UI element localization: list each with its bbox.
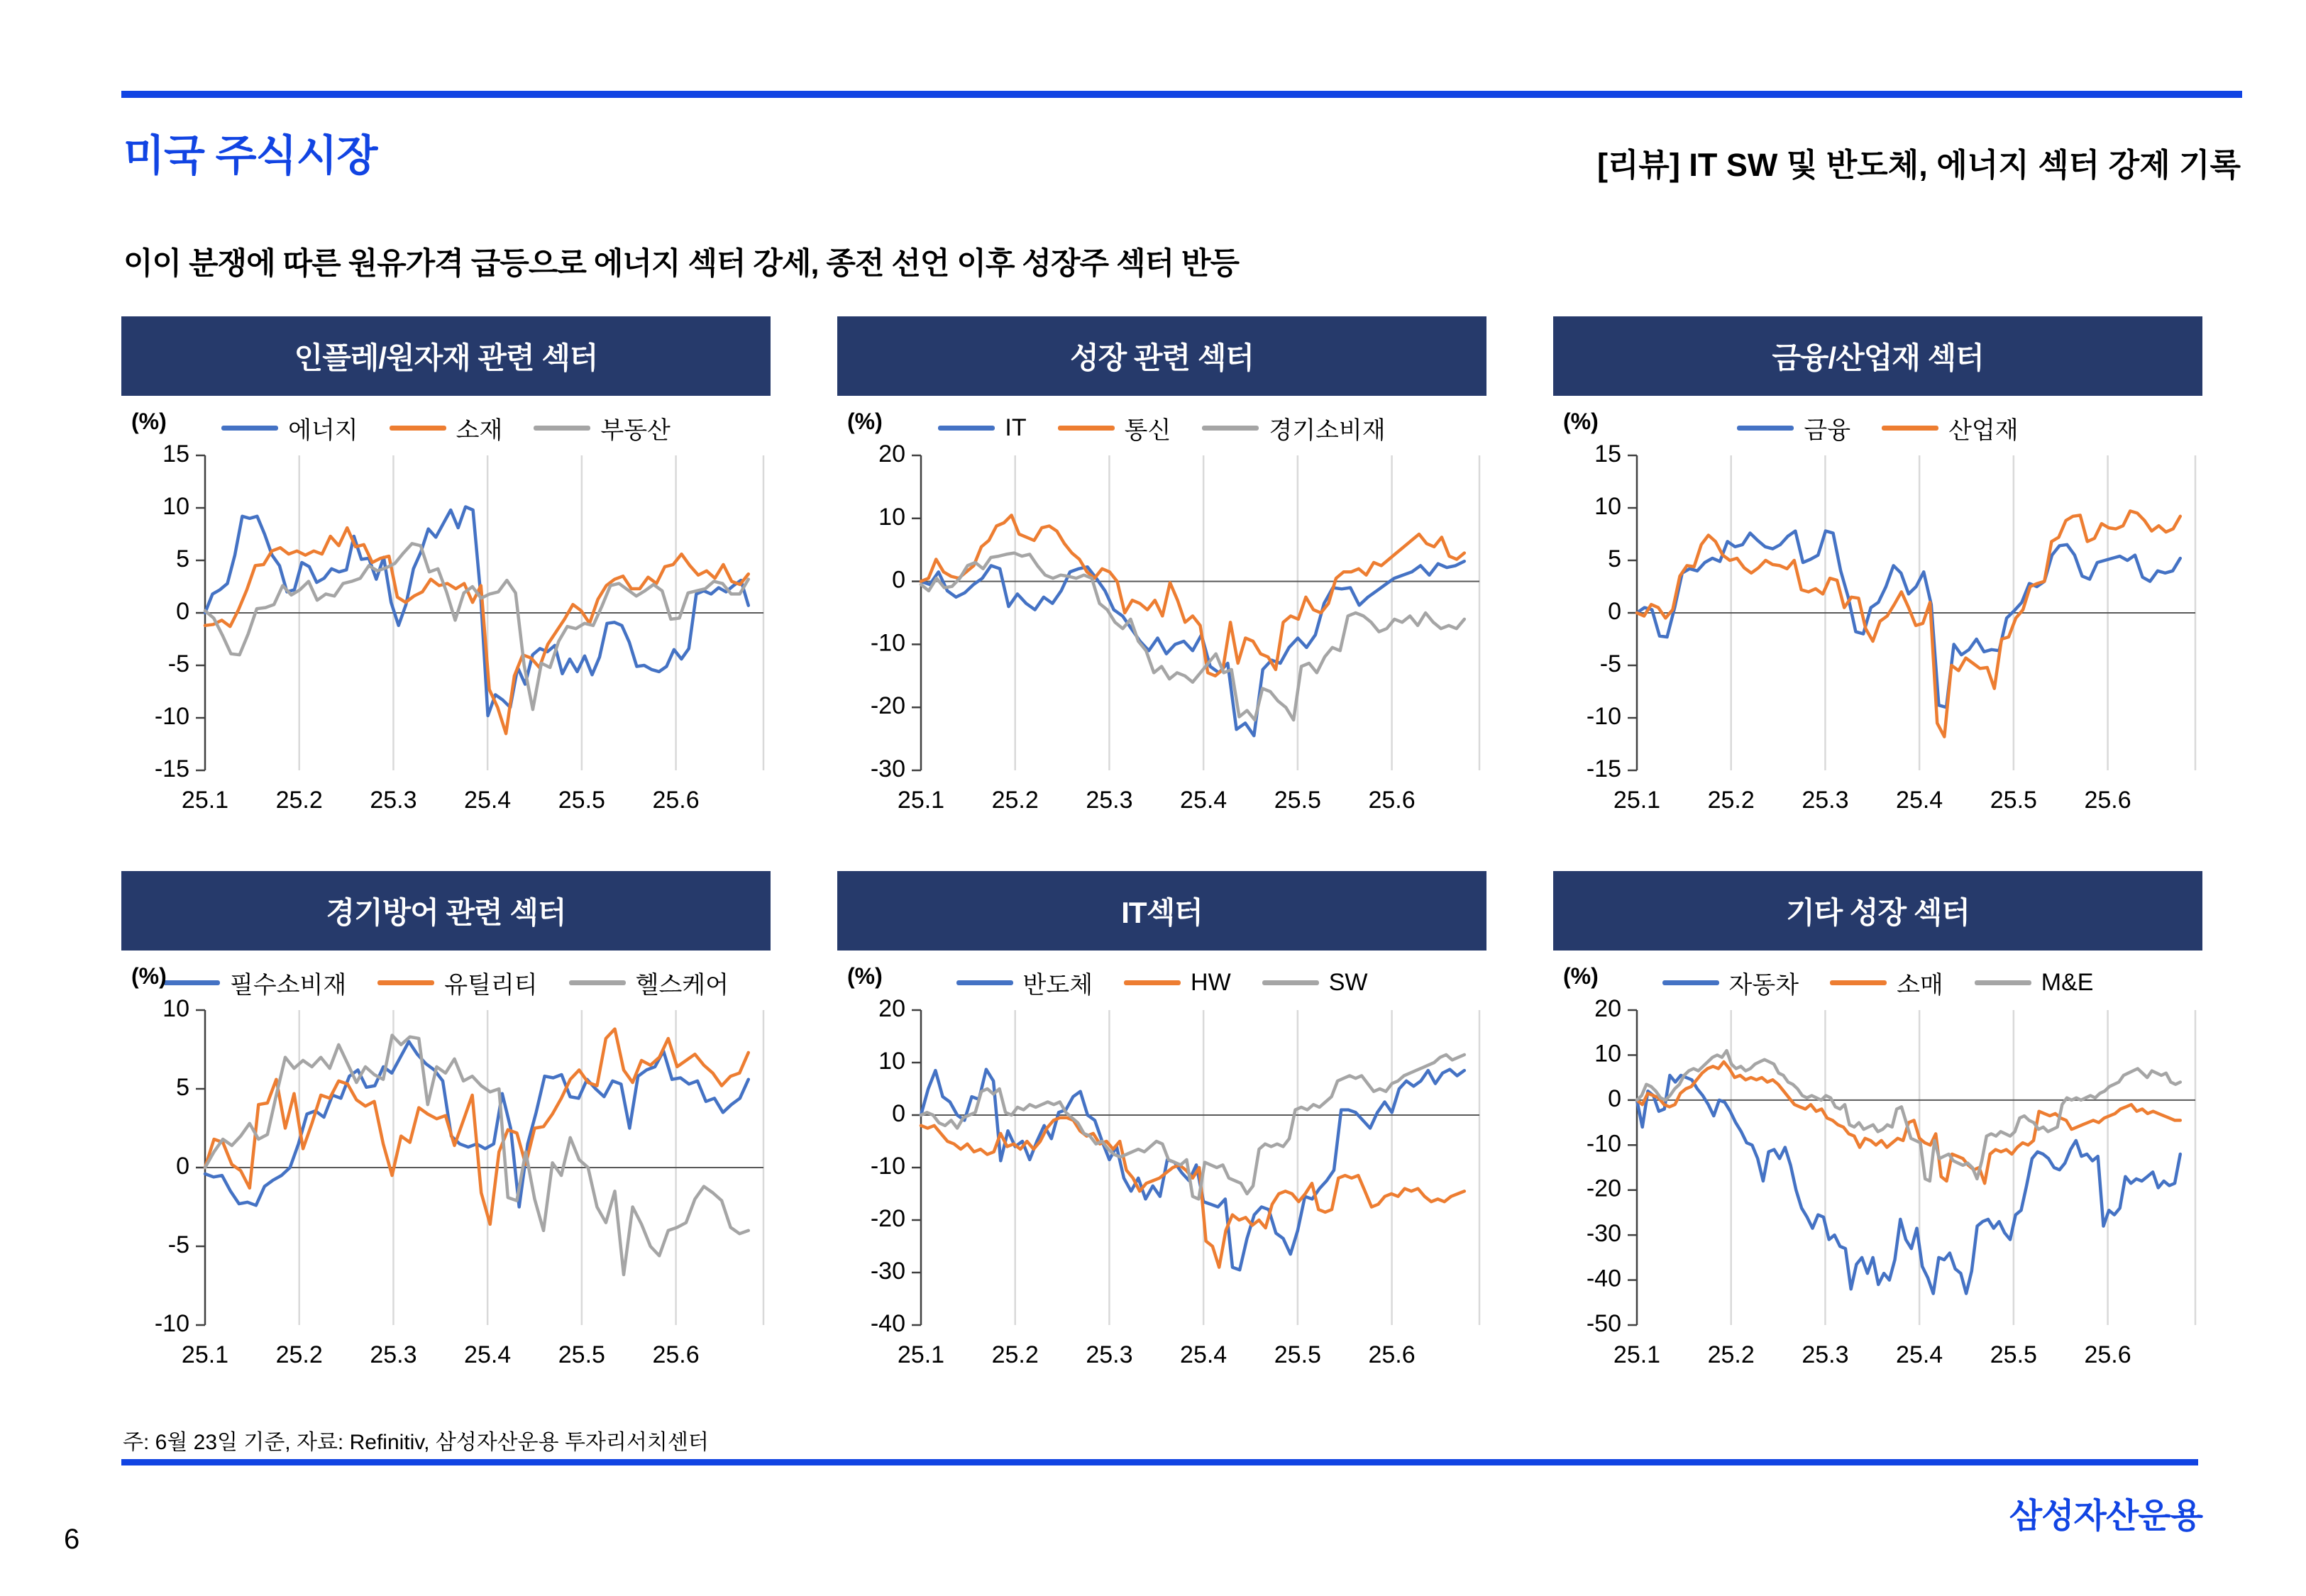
x-tick-label: 25.4 <box>464 787 512 814</box>
y-tick-label: 10 <box>1594 492 1621 520</box>
chart-title-band <box>121 316 771 396</box>
chart-legend <box>1553 406 2202 450</box>
line-chart <box>121 994 771 1385</box>
y-tick-label: 0 <box>892 566 905 594</box>
legend-swatch <box>1124 980 1181 985</box>
top-accent-rule <box>121 91 2242 98</box>
x-tick-label: 25.1 <box>1613 787 1661 814</box>
y-axis-unit-label: (%) <box>1563 409 1599 434</box>
chart-legend <box>837 406 1486 450</box>
series-line <box>1637 511 2180 736</box>
chart-card-4 <box>837 871 1486 1385</box>
y-tick-label: 10 <box>1594 1040 1621 1068</box>
y-tick-label: 0 <box>176 597 189 625</box>
x-tick-label: 25.1 <box>897 787 945 814</box>
y-tick-label: -15 <box>1586 755 1621 782</box>
legend-label: 반도체 <box>1022 971 1093 999</box>
y-axis-unit-label: (%) <box>847 963 883 989</box>
y-axis-unit-label: (%) <box>131 963 167 989</box>
y-tick-label: 10 <box>878 1047 905 1075</box>
chart-title-band <box>1553 871 2202 951</box>
x-tick-label: 25.2 <box>1707 1341 1755 1368</box>
line-chart <box>837 994 1486 1385</box>
x-tick-label: 25.4 <box>1180 1341 1228 1368</box>
y-tick-label: 15 <box>1594 440 1621 467</box>
y-tick-label: -10 <box>870 1152 905 1180</box>
legend-item <box>1262 969 1368 997</box>
legend-item <box>1737 411 1850 445</box>
x-tick-label: 25.5 <box>1274 1341 1321 1368</box>
company-logo: 삼성자산운용 <box>2009 1497 2202 1535</box>
y-tick-label: 5 <box>176 1073 189 1101</box>
chart-legend <box>1553 960 2202 1004</box>
legend-item <box>390 411 503 445</box>
y-axis-unit-label: (%) <box>1563 963 1599 989</box>
chart-title: 기타 성장 섹터 <box>1786 896 1970 929</box>
chart-legend <box>121 960 771 1004</box>
legend-label: 경기소비재 <box>1269 416 1386 444</box>
legend-label: IT <box>1005 414 1027 441</box>
y-tick-label: -30 <box>870 755 905 782</box>
legend-swatch <box>956 980 1013 985</box>
y-tick-label: -20 <box>870 692 905 720</box>
legend-item <box>938 414 1026 442</box>
legend-item <box>1882 411 2019 445</box>
x-tick-label: 25.4 <box>464 1341 512 1368</box>
legend-item <box>377 965 537 1000</box>
x-tick-label: 25.1 <box>181 787 229 814</box>
y-tick-label: -10 <box>154 1309 189 1337</box>
y-tick-label: 0 <box>892 1099 905 1127</box>
x-tick-label: 25.1 <box>897 1341 945 1368</box>
legend-item <box>956 965 1093 1000</box>
y-tick-label: 5 <box>176 545 189 572</box>
legend-item <box>1662 965 1799 1000</box>
y-tick-label: -10 <box>154 702 189 730</box>
chart-title-band <box>837 316 1486 396</box>
x-tick-label: 25.4 <box>1896 1341 1943 1368</box>
chart-card-3 <box>121 871 771 1385</box>
y-tick-label: 0 <box>1608 1085 1621 1112</box>
legend-swatch <box>569 980 626 985</box>
x-tick-label: 25.5 <box>1274 787 1321 814</box>
chart-card-1 <box>837 316 1486 830</box>
x-tick-label: 25.3 <box>370 787 417 814</box>
legend-swatch <box>1830 980 1887 985</box>
legend-swatch <box>1737 426 1794 431</box>
x-tick-label: 25.4 <box>1896 787 1943 814</box>
legend-label: 금융 <box>1804 416 1851 444</box>
chart-card-5 <box>1553 871 2202 1385</box>
slide-subtitle: 이이 분쟁에 따른 원유가격 급등으로 에너지 섹터 강세, 종전 선언 이후 성장주 섹터 반등 <box>123 247 1240 281</box>
legend-label: 유틸리티 <box>444 971 538 999</box>
line-chart <box>1553 440 2202 830</box>
review-headline: [리뷰] IT SW 및 반도체, 에너지 섹터 강제 기록 <box>1596 147 2241 183</box>
legend-item <box>1202 411 1385 445</box>
x-tick-label: 25.2 <box>991 787 1039 814</box>
y-tick-label: -5 <box>167 650 189 677</box>
series-line <box>1637 1075 2180 1294</box>
x-tick-label: 25.4 <box>1180 787 1228 814</box>
chart-legend <box>837 960 1486 1004</box>
legend-item <box>534 411 671 445</box>
chart-card-0 <box>121 316 771 830</box>
y-tick-label: 5 <box>1608 545 1621 572</box>
y-tick-label: -10 <box>1586 702 1621 730</box>
x-tick-label: 25.2 <box>991 1341 1039 1368</box>
y-tick-label: -30 <box>1586 1220 1621 1248</box>
y-tick-label: -5 <box>1599 650 1621 677</box>
chart-title-band <box>837 871 1486 951</box>
legend-label: 에너지 <box>288 416 358 444</box>
page-number: 6 <box>64 1524 80 1555</box>
legend-swatch <box>1202 426 1259 431</box>
y-tick-label: 10 <box>162 492 189 520</box>
chart-title: 금융/산업재 섹터 <box>1772 341 1984 375</box>
legend-item <box>221 411 358 445</box>
x-tick-label: 25.6 <box>1368 787 1416 814</box>
x-tick-label: 25.6 <box>652 1341 700 1368</box>
y-tick-label: -40 <box>870 1309 905 1337</box>
chart-legend <box>121 406 771 450</box>
legend-item <box>1124 969 1231 997</box>
line-chart <box>837 440 1486 830</box>
x-tick-label: 25.3 <box>370 1341 417 1368</box>
y-tick-label: -50 <box>1586 1309 1621 1337</box>
y-tick-label: 10 <box>878 503 905 531</box>
x-tick-label: 25.2 <box>275 1341 323 1368</box>
chart-title: 인플레/원자재 관련 섹터 <box>294 341 598 375</box>
x-tick-label: 25.2 <box>1707 787 1755 814</box>
line-chart <box>1553 994 2202 1385</box>
legend-item <box>569 965 729 1000</box>
legend-swatch <box>1058 426 1115 431</box>
source-footnote: 주: 6월 23일 기준, 자료: Refinitiv, 삼성자산운용 투자리서치센터 <box>123 1431 709 1454</box>
x-tick-label: 25.3 <box>1802 1341 1849 1368</box>
legend-label: 자동차 <box>1728 971 1799 999</box>
legend-item <box>1975 969 2094 997</box>
x-tick-label: 25.2 <box>275 787 323 814</box>
y-tick-label: 20 <box>878 994 905 1022</box>
y-tick-label: -10 <box>1586 1130 1621 1158</box>
x-tick-label: 25.6 <box>1368 1341 1416 1368</box>
legend-swatch <box>1882 426 1938 431</box>
legend-label: SW <box>1328 968 1368 996</box>
legend-label: 헬스케어 <box>635 971 729 999</box>
y-tick-label: -20 <box>870 1204 905 1232</box>
y-tick-label: -30 <box>870 1257 905 1285</box>
legend-label: 소매 <box>1897 971 1943 999</box>
series-line <box>1637 531 2180 708</box>
y-tick-label: 20 <box>878 440 905 467</box>
bottom-accent-rule <box>121 1459 2198 1465</box>
legend-item <box>1830 965 1943 1000</box>
y-tick-label: -20 <box>1586 1175 1621 1202</box>
legend-swatch <box>163 980 220 985</box>
legend-label: 통신 <box>1124 416 1171 444</box>
y-tick-label: -5 <box>167 1231 189 1258</box>
chart-title-band <box>121 871 771 951</box>
legend-label: 필수소비재 <box>229 971 347 999</box>
x-tick-label: 25.1 <box>181 1341 229 1368</box>
y-tick-label: 0 <box>176 1152 189 1180</box>
legend-swatch <box>390 426 446 431</box>
y-tick-label: 0 <box>1608 597 1621 625</box>
legend-label: 부동산 <box>600 416 671 444</box>
chart-card-2 <box>1553 316 2202 830</box>
chart-title: 경기방어 관련 섹터 <box>326 896 566 929</box>
legend-item <box>1058 411 1171 445</box>
x-tick-label: 25.5 <box>558 787 605 814</box>
y-axis-unit-label: (%) <box>131 409 167 434</box>
y-tick-label: 10 <box>162 994 189 1022</box>
legend-swatch <box>534 426 590 431</box>
x-tick-label: 25.6 <box>2084 787 2131 814</box>
line-chart <box>121 440 771 830</box>
legend-label: 산업재 <box>1948 416 2019 444</box>
legend-swatch <box>1262 980 1319 985</box>
chart-title: IT섹터 <box>1121 896 1203 929</box>
x-tick-label: 25.5 <box>1990 1341 2037 1368</box>
legend-swatch <box>938 426 995 431</box>
x-tick-label: 25.3 <box>1802 787 1849 814</box>
x-tick-label: 25.1 <box>1613 1341 1661 1368</box>
y-axis-unit-label: (%) <box>847 409 883 434</box>
legend-swatch <box>377 980 434 985</box>
y-tick-label: 20 <box>1594 994 1621 1022</box>
x-tick-label: 25.3 <box>1086 787 1133 814</box>
x-tick-label: 25.6 <box>652 787 700 814</box>
series-line <box>921 561 1464 736</box>
page-title: 미국 주식시장 <box>123 132 377 179</box>
legend-label: HW <box>1191 968 1231 996</box>
legend-label: 소재 <box>456 416 503 444</box>
legend-swatch <box>221 426 278 431</box>
y-tick-label: -40 <box>1586 1265 1621 1292</box>
y-tick-label: -10 <box>870 629 905 657</box>
y-tick-label: -15 <box>154 755 189 782</box>
x-tick-label: 25.5 <box>558 1341 605 1368</box>
legend-item <box>163 965 346 1000</box>
chart-title: 성장 관련 섹터 <box>1070 341 1254 375</box>
legend-label: M&E <box>2041 968 2094 996</box>
y-tick-label: 15 <box>162 440 189 467</box>
chart-title-band <box>1553 316 2202 396</box>
legend-swatch <box>1662 980 1719 985</box>
charts-grid <box>121 316 2202 1385</box>
legend-swatch <box>1975 980 2031 985</box>
x-tick-label: 25.5 <box>1990 787 2037 814</box>
x-tick-label: 25.3 <box>1086 1341 1133 1368</box>
x-tick-label: 25.6 <box>2084 1341 2131 1368</box>
